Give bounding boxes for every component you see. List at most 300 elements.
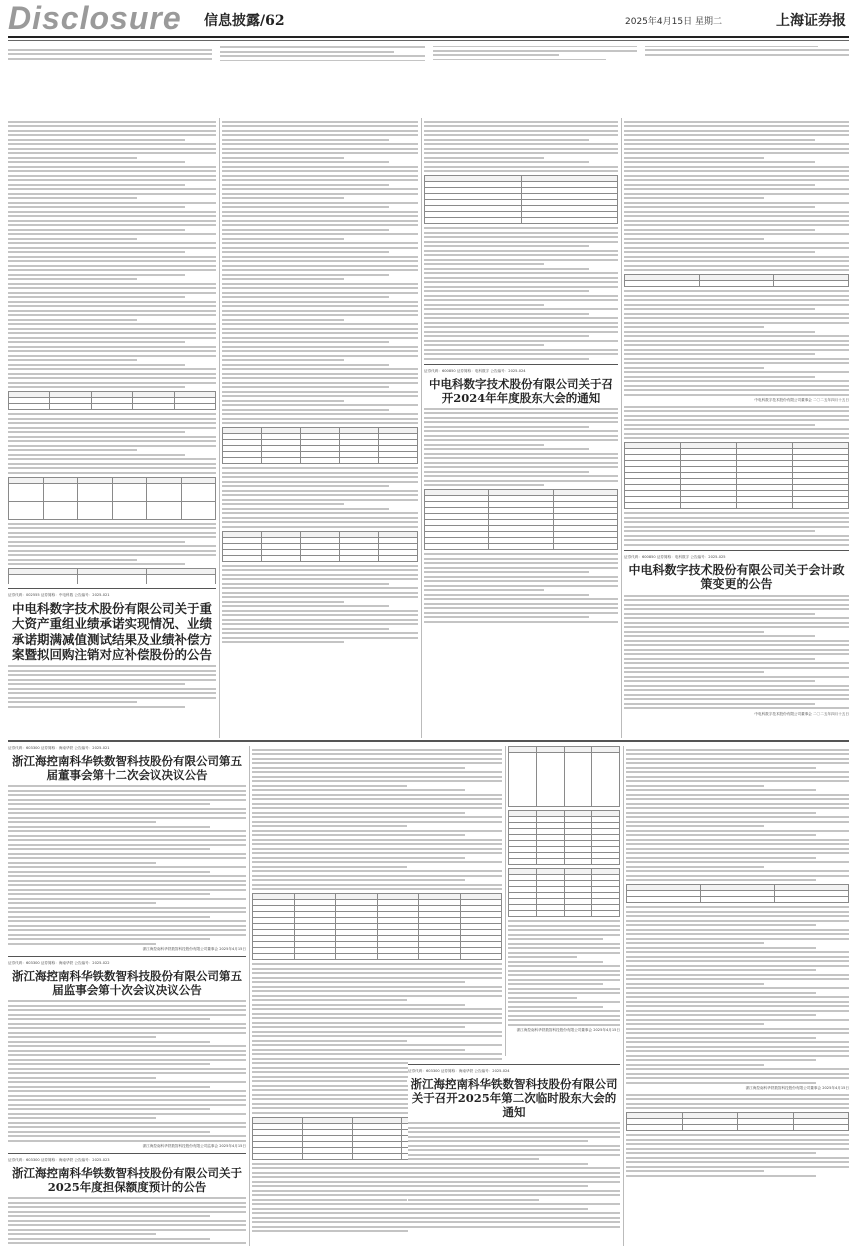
text-line: [624, 530, 815, 532]
text-line: [408, 1140, 588, 1142]
text-line: [8, 350, 216, 352]
text-line: [252, 834, 465, 836]
text-line: [252, 816, 502, 818]
text-line: [252, 1053, 502, 1055]
text-line: [222, 242, 418, 244]
text-line: [624, 229, 815, 231]
text-line: [424, 236, 618, 238]
text-line: [624, 707, 849, 709]
text-line: [624, 326, 764, 328]
text-line: [626, 1175, 816, 1177]
text-line: [624, 179, 849, 181]
text-line: [8, 844, 246, 846]
text-line: [424, 435, 618, 437]
text-line: [222, 355, 418, 357]
text-line: [408, 1167, 620, 1169]
text-line: [424, 598, 618, 600]
text-line: [8, 1126, 246, 1128]
stock-code-line: 证券代码：603300 证券简称：海南华铁 公告编号：2025-022: [8, 961, 110, 966]
text-line: [624, 143, 849, 145]
text-line: [624, 653, 849, 655]
divider: [8, 956, 246, 957]
text-line: [626, 1098, 849, 1100]
body-text: [8, 1197, 246, 1246]
text-line: [8, 134, 216, 136]
text-line: [626, 749, 849, 751]
text-line: [252, 1008, 502, 1010]
text-line: [624, 358, 849, 360]
text-line: [624, 415, 849, 417]
text-line: [222, 364, 389, 366]
text-line: [624, 308, 815, 310]
text-line: [624, 535, 849, 537]
text-line: [252, 986, 502, 988]
text-line: [424, 480, 618, 482]
text-line: [626, 929, 849, 931]
text-line: [626, 906, 849, 908]
lower-col-3b: [408, 1060, 620, 1246]
text-line: [8, 220, 216, 222]
text-line: [8, 1063, 210, 1065]
text-line: [8, 808, 246, 810]
text-line: [508, 988, 620, 990]
text-line: [222, 391, 418, 393]
text-line: [508, 938, 603, 940]
text-line: [252, 803, 502, 805]
text-line: [508, 970, 620, 972]
text-line: [222, 238, 344, 240]
text-line: [8, 337, 216, 339]
text-line: [222, 418, 418, 420]
text-line: [222, 233, 418, 235]
text-line: [8, 247, 216, 249]
text-line: [8, 427, 216, 429]
text-line: [624, 698, 849, 700]
text-line: [508, 1006, 603, 1008]
text-line: [8, 1242, 246, 1244]
divider: [424, 364, 618, 365]
text-line: [8, 1072, 246, 1074]
body-text: [624, 121, 849, 272]
text-line: [8, 1238, 210, 1240]
text-line: [626, 1019, 849, 1021]
text-line: [8, 1068, 246, 1070]
body-text: [222, 467, 418, 528]
text-line: [222, 161, 389, 163]
text-line: [408, 1136, 620, 1138]
text-line: [8, 817, 246, 819]
text-line: [252, 758, 502, 760]
body-text: [424, 227, 618, 360]
text-line: [222, 251, 389, 253]
announcement-headline: 浙江海控南科华铁数智科技股份有限公司关于召开2025年第二次临时股东大会的通知: [410, 1077, 618, 1120]
text-line: [424, 134, 618, 136]
text-line: [624, 188, 849, 190]
text-line: [8, 920, 246, 922]
text-line: [408, 1131, 620, 1133]
text-line: [624, 380, 849, 382]
text-line: [222, 512, 418, 514]
text-line: [424, 281, 618, 283]
text-line: [8, 440, 216, 442]
text-line: [222, 341, 389, 343]
text-line: [626, 1134, 849, 1136]
text-line: [624, 626, 849, 628]
text-line: [252, 995, 502, 997]
text-line: [222, 179, 418, 181]
text-line: [624, 349, 849, 351]
upper-col-2: [222, 118, 418, 738]
text-line: [222, 220, 418, 222]
text-line: [8, 1005, 246, 1007]
text-line: [8, 1095, 246, 1097]
text-line: [424, 170, 618, 172]
text-line: [222, 368, 418, 370]
text-line: [624, 322, 849, 324]
text-line: [626, 866, 764, 868]
text-line: [626, 1014, 816, 1016]
text-line: [8, 679, 216, 681]
text-line: [624, 121, 849, 123]
text-line: [222, 197, 344, 199]
data-table: [222, 427, 418, 464]
text-line: [624, 331, 815, 333]
text-line: [626, 870, 849, 872]
text-line: [8, 1059, 246, 1061]
text-line: [8, 880, 246, 882]
text-line: [624, 613, 815, 615]
body-text: [624, 512, 849, 546]
text-line: [626, 960, 849, 962]
text-line: [252, 1035, 502, 1037]
text-line: [8, 889, 246, 891]
text-line: [222, 614, 418, 616]
text-line: [424, 484, 544, 486]
text-line: [408, 1217, 620, 1219]
text-line: [626, 924, 816, 926]
text-line: [626, 987, 849, 989]
text-line: [624, 539, 849, 541]
text-line: [222, 296, 389, 298]
text-line: [252, 1199, 407, 1201]
text-line: [220, 51, 394, 53]
column-divider: [505, 746, 506, 1056]
text-line: [424, 335, 589, 337]
text-line: [424, 227, 618, 229]
text-line: [252, 848, 502, 850]
text-line: [624, 265, 849, 267]
text-line: [424, 232, 618, 234]
text-line: [222, 422, 418, 424]
text-line: [624, 433, 849, 435]
stock-code-line: 证券代码：603300 证券简称：海南华铁 公告编号：2025-021: [8, 746, 110, 750]
text-line: [624, 247, 849, 249]
text-line: [252, 825, 407, 827]
text-line: [8, 449, 137, 451]
text-line: [508, 1015, 620, 1017]
text-line: [626, 978, 849, 980]
text-line: [8, 1122, 246, 1124]
text-line: [424, 553, 618, 555]
text-line: [222, 628, 389, 630]
text-line: [624, 662, 849, 664]
text-line: [222, 610, 418, 612]
text-line: [8, 803, 210, 805]
text-line: [8, 346, 216, 348]
text-line: [222, 247, 418, 249]
text-line: [8, 1211, 246, 1213]
stock-code-line: 证券代码：600850 证券简称：电科数字 公告编号：2025-025: [624, 554, 726, 559]
body-text: [624, 406, 849, 440]
text-line: [626, 879, 816, 881]
text-line: [8, 233, 216, 235]
text-line: [624, 166, 849, 168]
text-line: [222, 481, 418, 483]
text-line: [8, 1224, 246, 1226]
text-line: [626, 1001, 849, 1003]
text-line: [626, 938, 849, 940]
text-line: [252, 776, 502, 778]
text-line: [8, 1131, 210, 1133]
masthead-rule-thin: [8, 40, 849, 41]
proxy-table: [624, 442, 849, 509]
text-line: [252, 1040, 407, 1042]
text-line: [508, 925, 620, 927]
lower-col-4: [626, 746, 849, 1246]
announcement-headline: 中电科数字技术股份有限公司关于重大资产重组业绩承诺实现情况、业绩承诺期满减值测试结果及业绩补偿方案暨拟回购注销对应补偿股份的公告: [11, 601, 212, 662]
text-line: [624, 640, 849, 642]
text-line: [424, 558, 618, 560]
text-line: [645, 54, 849, 56]
data-table: [624, 274, 849, 287]
text-line: [624, 424, 815, 426]
upper-intro: [8, 46, 849, 114]
text-line: [424, 326, 618, 328]
text-line: [424, 259, 618, 261]
zd-commitment-block: [8, 584, 216, 744]
text-line: [624, 313, 849, 315]
upper-col-4: [624, 118, 849, 738]
text-line: [8, 1197, 246, 1199]
text-line: [8, 355, 216, 357]
text-line: [624, 617, 849, 619]
text-line: [424, 603, 618, 605]
text-line: [626, 933, 849, 935]
text-line: [222, 377, 418, 379]
text-line: [624, 544, 849, 546]
text-line: [424, 475, 618, 477]
text-line: [222, 467, 418, 469]
text-line: [626, 1010, 849, 1012]
text-line: [8, 422, 216, 424]
text-line: [408, 1127, 620, 1129]
text-line: [624, 599, 849, 601]
text-line: [626, 830, 849, 832]
text-line: [624, 184, 815, 186]
text-line: [624, 344, 849, 346]
text-line: [222, 404, 418, 406]
text-line: [424, 562, 618, 564]
text-line: [222, 623, 418, 625]
text-line: [252, 753, 502, 755]
data-table: [222, 531, 418, 562]
body-text: [624, 290, 849, 396]
text-line: [222, 139, 389, 141]
text-line: [222, 121, 418, 123]
text-line: [626, 1094, 849, 1096]
text-line: [8, 260, 216, 262]
text-line: [624, 622, 849, 624]
text-line: [626, 1139, 849, 1141]
text-line: [624, 256, 849, 258]
text-line: [624, 631, 764, 633]
text-line: [222, 578, 418, 580]
announcement-headline: 浙江海控南科华铁数智科技股份有限公司第五届董事会第十二次会议决议公告: [12, 754, 242, 783]
text-line: [222, 287, 418, 289]
text-line: [222, 526, 418, 528]
text-line: [8, 161, 185, 163]
text-line: [8, 1090, 246, 1092]
body-text: [424, 553, 618, 623]
text-line: [222, 260, 418, 262]
text-line: [624, 197, 764, 199]
text-line: [624, 224, 849, 226]
text-line: [626, 753, 849, 755]
text-line: [8, 301, 216, 303]
text-line: [252, 981, 465, 983]
text-line: [626, 861, 849, 863]
body-text: [8, 665, 216, 708]
text-line: [8, 871, 210, 873]
text-line: [624, 362, 849, 364]
text-line: [508, 934, 620, 936]
body-text: [508, 920, 620, 1026]
body-text: [8, 1000, 246, 1142]
text-line: [8, 1045, 246, 1047]
text-line: [252, 789, 465, 791]
text-line: [626, 857, 816, 859]
text-line: [252, 762, 502, 764]
text-line: [424, 430, 618, 432]
text-line: [222, 292, 418, 294]
text-line: [220, 55, 424, 57]
text-line: [252, 1004, 465, 1006]
divider: [8, 1153, 246, 1154]
text-line: [626, 1028, 849, 1030]
text-line: [222, 274, 389, 276]
text-line: [424, 358, 589, 360]
text-line: [8, 898, 246, 900]
text-line: [8, 527, 216, 529]
text-line: [424, 299, 618, 301]
text-line: [424, 462, 618, 464]
text-line: [626, 1082, 816, 1084]
agenda-table: [626, 884, 849, 903]
body-text: [8, 785, 246, 945]
text-line: [8, 1009, 246, 1011]
text-line: [626, 825, 764, 827]
text-line: [424, 139, 589, 141]
text-line: [8, 848, 210, 850]
text-line: [408, 1203, 620, 1205]
column-divider: [621, 118, 622, 738]
text-line: [626, 1103, 849, 1105]
text-line: [222, 278, 344, 280]
text-line: [624, 671, 764, 673]
text-line: [624, 295, 849, 297]
text-line: [624, 317, 849, 319]
text-line: [222, 143, 418, 145]
stock-code-line: 证券代码：002555 证券简称：中电科数 公告编号：2025-021: [8, 593, 110, 597]
text-line: [252, 830, 502, 832]
text-line: [252, 1049, 465, 1051]
text-line: [424, 340, 618, 342]
text-line: [8, 857, 246, 859]
text-line: [252, 785, 407, 787]
text-line: [222, 332, 418, 334]
text-line: [8, 413, 216, 415]
text-line: [424, 317, 618, 319]
text-line: [222, 605, 389, 607]
text-line: [626, 951, 849, 953]
text-line: [222, 499, 418, 501]
text-line: [626, 1046, 849, 1048]
text-line: [508, 974, 620, 976]
text-line: [408, 1172, 620, 1174]
stock-code-line: 证券代码：603300 证券简称：海南华铁 公告编号：2025-023: [8, 1158, 110, 1163]
text-line: [252, 1080, 407, 1082]
text-line: [8, 341, 185, 343]
text-line: [222, 170, 418, 172]
text-line: [8, 1036, 156, 1038]
text-line: [624, 260, 849, 262]
announcement-headline: 浙江海控南科华铁数智科技股份有限公司第五届监事会第十次会议决议公告: [12, 969, 242, 998]
text-line: [8, 683, 185, 685]
text-line: [8, 1054, 246, 1056]
text-line: [8, 179, 216, 181]
text-line: [222, 409, 389, 411]
text-line: [408, 1158, 539, 1160]
text-line: [626, 942, 764, 944]
text-line: [8, 148, 216, 150]
text-line: [8, 1027, 246, 1029]
text-line: [508, 1024, 620, 1026]
text-line: [252, 963, 502, 965]
text-line: [8, 319, 137, 321]
announcement-signature: 中电科数字技术股份有限公司董事会 二〇二五年四月十五日: [754, 398, 849, 402]
text-line: [626, 983, 764, 985]
text-line: [424, 607, 618, 609]
text-line: [508, 997, 577, 999]
text-line: [8, 523, 216, 525]
text-line: [408, 1163, 588, 1165]
text-line: [222, 413, 418, 415]
text-line: [8, 125, 216, 127]
text-line: [222, 269, 418, 271]
text-line: [220, 46, 424, 48]
text-line: [222, 569, 418, 571]
text-line: [8, 1206, 246, 1208]
announcement-signature: 浙江海控南科华铁数智科技股份有限公司董事会 2025年4月15日: [516, 1028, 620, 1032]
text-line: [8, 1032, 246, 1034]
text-line: [626, 1166, 849, 1168]
text-line: [8, 1104, 246, 1106]
text-line: [624, 703, 815, 705]
text-line: [8, 799, 246, 801]
text-line: [8, 1113, 246, 1115]
text-line: [252, 1031, 502, 1033]
text-line: [8, 706, 185, 708]
